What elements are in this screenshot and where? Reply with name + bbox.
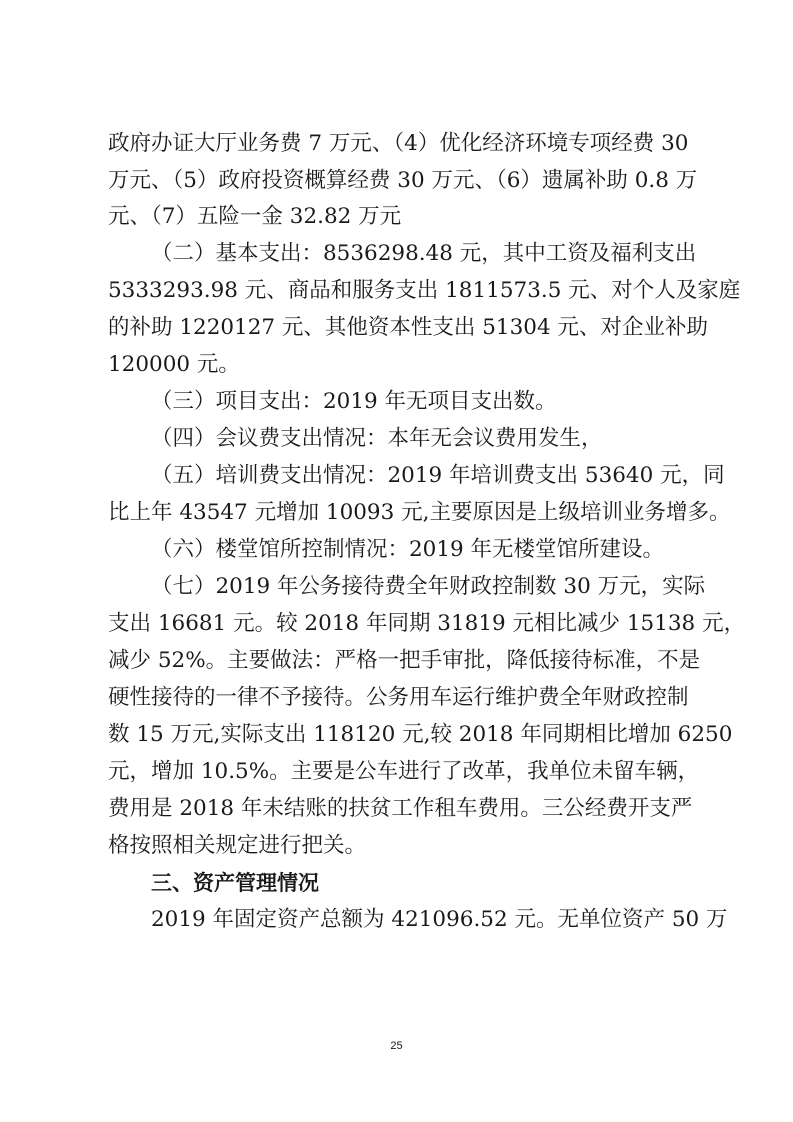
text-line: 万元、（5）政府投资概算经费 30 万元、（6）遗属补助 0.8 万 — [108, 168, 698, 193]
text-line: 120000 元。 — [108, 352, 240, 377]
text-line: （六）楼堂馆所控制情况：2019 年无楼堂馆所建设。 — [151, 537, 665, 562]
text-line: （三）项目支出：2019 年无项目支出数。 — [151, 389, 557, 414]
text-line: （五）培训费支出情况：2019 年培训费支出 53640 元，同 — [151, 463, 725, 488]
text-line: （四）会议费支出情况：本年无会议费用发生， — [151, 426, 603, 451]
text-line: 减少 52%。主要做法：严格一把手审批，降低接待标准，不是 — [108, 648, 701, 673]
section-heading: 三、资产管理情况 — [151, 871, 319, 895]
text-line: 2019 年固定资产总额为 421096.52 元。无单位资产 50 万 — [151, 907, 728, 932]
text-line: 费用是 2018 年未结账的扶贫工作租车费用。三公经费开支严 — [108, 796, 693, 821]
text-line: 数 15 万元,实际支出 118120 元,较 2018 年同期相比增加 6250 — [108, 722, 733, 747]
text-line: 元，增加 10.5%。主要是公车进行了改革，我单位未留车辆， — [108, 759, 700, 784]
text-line: 元、（7）五险一金 32.82 万元 — [108, 204, 402, 229]
text-line: 的补助 1220127 元、其他资本性支出 51304 元、对企业补助 — [108, 315, 708, 340]
text-line: 5333293.98 元、商品和服务支出 1811573.5 元、对个人及家庭 — [108, 278, 741, 303]
text-line: 格按照相关规定进行把关。 — [108, 833, 367, 858]
text-line: 支出 16681 元。较 2018 年同期 31819 元相比减少 15138 元， — [108, 611, 746, 636]
text-line: 硬性接待的一律不予接待。公务用车运行维护费全年财政控制 — [108, 685, 689, 710]
text-line: 政府办证大厅业务费 7 万元、（4）优化经济环境专项经费 30 — [108, 131, 689, 156]
text-line: （二）基本支出：8536298.48 元，其中工资及福利支出 — [151, 241, 697, 266]
text-line: 比上年 43547 元增加 10093 元,主要原因是上级培训业务增多。 — [108, 500, 731, 525]
text-line: （七）2019 年公务接待费全年财政控制数 30 万元，实际 — [151, 574, 706, 599]
page-number: 25 — [390, 1040, 403, 1052]
